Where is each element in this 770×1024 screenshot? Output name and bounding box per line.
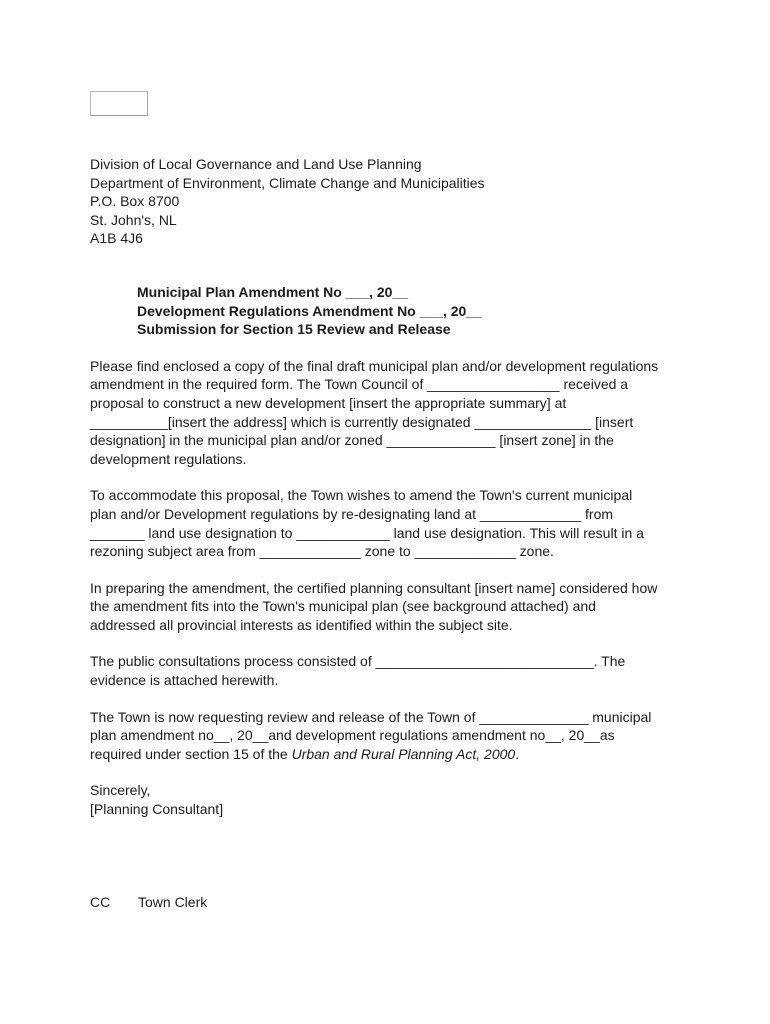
subject-line: Submission for Section 15 Review and Release xyxy=(137,321,451,338)
address-line: Department of Environment, Climate Change and Municipalities xyxy=(90,174,485,191)
address-line: P.O. Box 8700 xyxy=(90,193,180,210)
subject-block xyxy=(137,283,740,339)
logo-placeholder-box xyxy=(90,91,148,116)
paragraph-line: The public consultations process consisted of ____________________________. The xyxy=(90,653,626,670)
paragraph-line: the amendment fits into the Town's municipal plan (see background attached) and xyxy=(90,598,596,615)
paragraph-line: amendment in the required form. The Town Council of _________________ received a xyxy=(90,376,629,393)
sender-address xyxy=(90,155,740,248)
paragraph-line: plan and/or Development regulations by re-designating land at _____________ from xyxy=(90,505,614,522)
paragraph-line: addressed all provincial interests as identified within the subject site. xyxy=(90,616,513,633)
paragraph-line: designation] in the municipal plan and/or zoned ______________ [insert zone] in the xyxy=(90,432,614,449)
paragraph-line xyxy=(90,745,740,764)
paragraph-line: rezoning subject area from _____________ zone to _____________ zone. xyxy=(90,543,554,560)
cc-label: CC xyxy=(90,893,111,910)
paragraph-line: The Town is now requesting review and release of the Town of ______________ municipal xyxy=(90,708,652,725)
address-line: St. John's, NL xyxy=(90,211,177,228)
paragraph-line: In preparing the amendment, the certified planning consultant [insert name] considered how xyxy=(90,579,658,596)
act-reference-prefix: required under section 15 of the xyxy=(90,745,292,762)
cc-value: Town Clerk xyxy=(138,893,208,910)
paragraph-request xyxy=(90,708,740,764)
paragraph-proposal xyxy=(90,486,740,560)
cc-row xyxy=(90,893,740,912)
paragraph-line: Please find enclosed a copy of the final draft municipal plan and/or development regulations xyxy=(90,357,659,374)
paragraph-line: plan amendment no__, 20__and development regulations amendment no__, 20__as xyxy=(90,727,615,744)
act-title-italic: Urban and Rural Planning Act, 2000 xyxy=(291,745,516,762)
paragraph-enclosure xyxy=(90,357,740,469)
paragraph-line: __________[insert the address] which is currently designated _______________ [insert xyxy=(90,413,634,430)
subject-line: Municipal Plan Amendment No ___, 20__ xyxy=(137,283,409,300)
subject-line: Development Regulations Amendment No ___, 20__ xyxy=(137,302,482,319)
closing-line: Sincerely, xyxy=(90,782,151,799)
paragraph-line: proposal to construct a new development [insert the appropriate summary] at xyxy=(90,394,567,411)
act-reference-suffix: . xyxy=(515,745,520,762)
address-line: Division of Local Governance and Land Use Planning xyxy=(90,156,422,172)
closing-line: [Planning Consultant] xyxy=(90,801,224,818)
address-line: A1B 4J6 xyxy=(90,230,143,247)
paragraph-consultations xyxy=(90,652,740,689)
letter-body xyxy=(90,155,740,911)
paragraph-line: development regulations. xyxy=(90,450,247,467)
paragraph-line: To accommodate this proposal, the Town wishes to amend the Town's current municipal xyxy=(90,487,633,504)
paragraph-consultant xyxy=(90,579,740,635)
paragraph-line: evidence is attached herewith. xyxy=(90,672,279,689)
paragraph-line: _______ land use designation to ____________ land use designation. This will result in a xyxy=(90,524,644,541)
closing-block xyxy=(90,781,740,818)
